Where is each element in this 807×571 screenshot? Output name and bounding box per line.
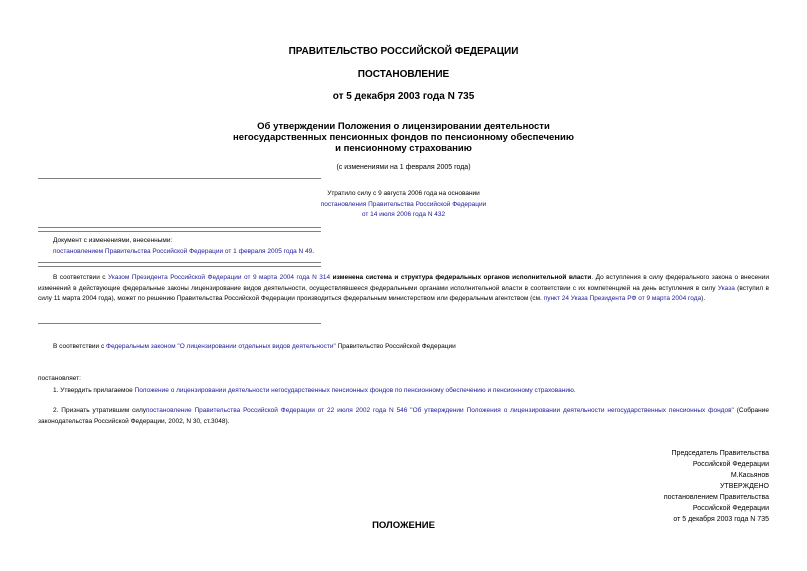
- void-notice-text: Утратило силу с 9 августа 2006 года на основании: [327, 190, 480, 197]
- decree-clause-link[interactable]: пункт 24 Указа Президента РФ от 9 марта 2004 года: [543, 295, 702, 302]
- item-1: [53, 386, 769, 397]
- divider-line: [38, 262, 321, 263]
- signature-line-1: Председатель Правительства: [671, 450, 769, 457]
- divider-line: [38, 231, 321, 232]
- title-line-2: негосударственных пенсионных фондов по пенсионному обеспечению: [233, 132, 574, 143]
- amending-decree-link[interactable]: постановлением Правительства Российской Федерации от 1 февраля 2005 года N 49: [53, 247, 313, 255]
- federal-law-link[interactable]: Федеральным законом "О лицензировании отдельных видов деятельности": [106, 343, 336, 350]
- note-text-4: ).: [701, 295, 706, 302]
- approval-heading: УТВЕРЖДЕНО: [719, 483, 769, 490]
- note-bold-text: изменена система и структура федеральных органов исполнительной власти: [330, 274, 592, 281]
- document-date-number: от 5 декабря 2003 года N 735: [332, 91, 475, 102]
- note-text-3: (вступил в силу 11 марта 2004 года), может по решению Правительства Российской Федерации производиться федеральным министерством или федеральным агентством (см.: [38, 284, 770, 302]
- basis-text-2: Правительство Российской Федерации: [335, 343, 456, 350]
- divider-line: [38, 178, 321, 179]
- decree-short-link[interactable]: Указа: [717, 284, 735, 292]
- void-decree-date-link[interactable]: от 14 июля 2006 года N 432: [361, 211, 446, 218]
- title-line-3: и пенсионному страхованию: [335, 143, 472, 154]
- regulation-link[interactable]: Положение о лицензировании деятельности негосударственных пенсионных фондов по пенсионному обеспечению и пенсионному страхованию: [134, 387, 574, 394]
- divider-line: [38, 266, 321, 267]
- item-2-text: 2. Признать утратившим силу: [53, 407, 146, 414]
- changes-end: .: [312, 247, 315, 255]
- signature-block: [549, 448, 769, 525]
- item-1-end: .: [573, 387, 576, 394]
- divider-line: [38, 227, 321, 228]
- changes-label: Документ с изменениями, внесенными:: [53, 237, 173, 244]
- repealed-decree-link[interactable]: постановление Правительства Российской Федерации от 22 июля 2002 года N 546 "Об утверждении Положения о лицензировании деятельности негосударственных пенсионных фондов": [145, 407, 734, 414]
- note-text-1: В соответствии с: [53, 274, 109, 281]
- item-2: [38, 406, 769, 427]
- document-type-heading: ПОСТАНОВЛЕНИЕ: [357, 69, 450, 80]
- presidential-decree-note: [38, 273, 769, 305]
- item-2-end: (Собрание законодательства Российской Федерации, 2002, N 30, ст.3048).: [38, 407, 769, 425]
- approval-line-3: Российской Федерации: [692, 505, 769, 512]
- section-title: ПОЛОЖЕНИЕ: [372, 520, 435, 531]
- approval-date: от 5 декабря 2003 года N 735: [673, 516, 769, 523]
- void-notice: [0, 189, 807, 221]
- decree-word: постановляет:: [38, 375, 81, 382]
- approval-line-2: постановлением Правительства: [663, 494, 769, 501]
- signature-name: М.Касьянов: [730, 472, 769, 479]
- changes-document-block: [53, 236, 753, 257]
- signature-line-2: Российской Федерации: [692, 461, 769, 468]
- government-heading: ПРАВИТЕЛЬСТВО РОССИЙСКОЙ ФЕДЕРАЦИИ: [288, 46, 519, 57]
- item-1-text: 1. Утвердить прилагаемое: [53, 387, 135, 394]
- title-line-1: Об утверждении Положения о лицензировании деятельности: [257, 121, 550, 132]
- basis-text-1: В соответствии с: [53, 343, 107, 350]
- presidential-decree-link[interactable]: Указом Президента Российской Федерации от 9 марта 2004 года N 314: [108, 274, 331, 281]
- divider-line: [38, 323, 321, 324]
- note-text-2: . До вступления в силу федерального закона о внесении изменений в действующие федеральные законы лицензирование видов деятельности, осуществлявшееся федеральными органами исполнительной власти в соответствии с их компетенцией на день вступления в силу: [38, 274, 769, 292]
- document-title: [0, 121, 807, 154]
- amendment-note: (с изменениями на 1 февраля 2005 года): [336, 164, 471, 171]
- legal-basis: [53, 342, 769, 353]
- void-decree-link[interactable]: постановления Правительства Российской Федерации: [320, 200, 487, 208]
